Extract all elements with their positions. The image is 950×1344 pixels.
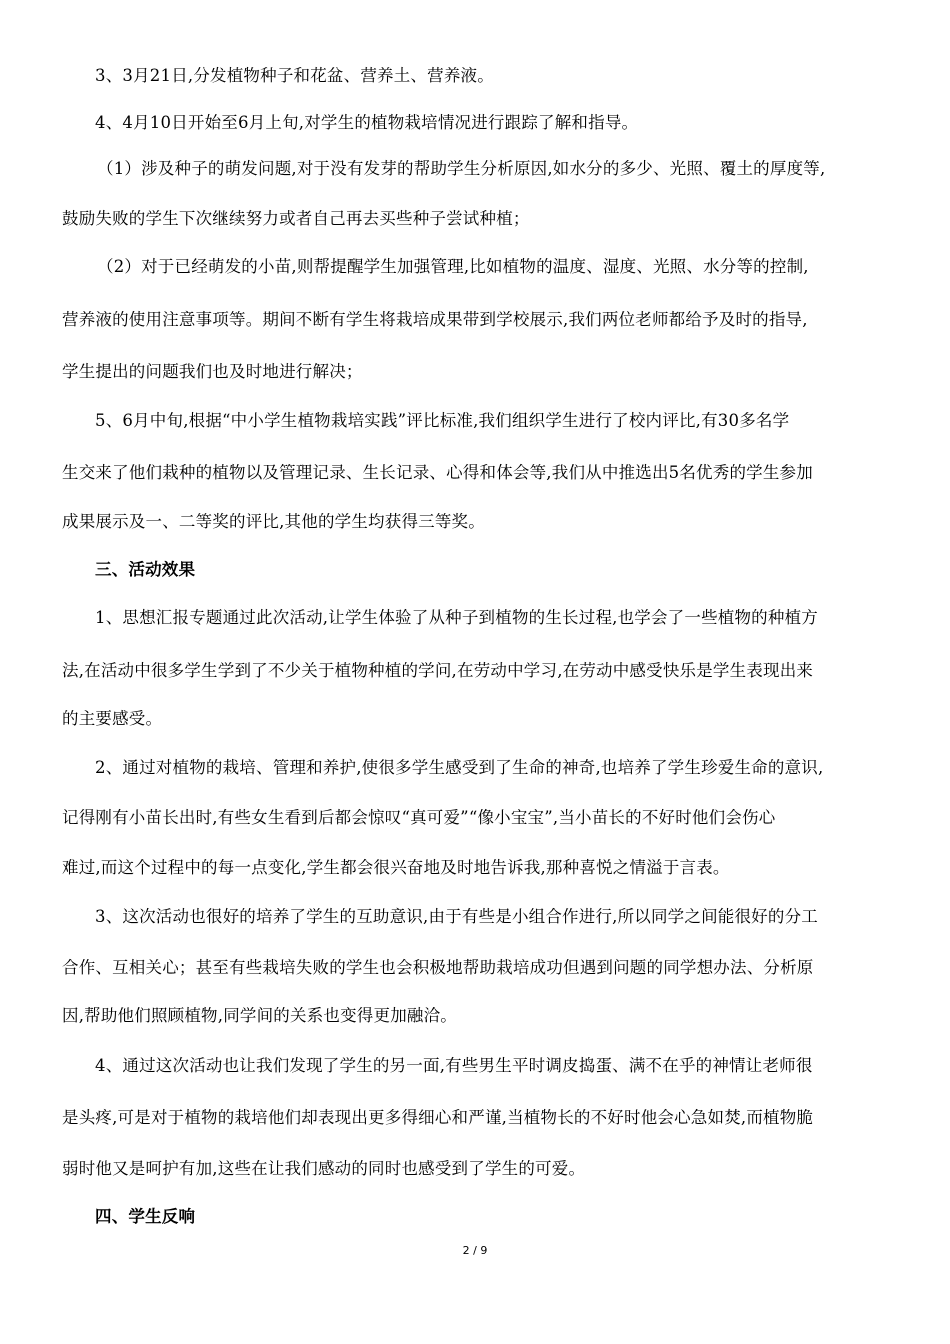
paragraph-line: 成果展示及一、二等奖的评比,其他的学生均获得三等奖。 xyxy=(62,512,485,531)
paragraph-line: 法,在活动中很多学生学到了不少关于植物种植的学问,在劳动中学习,在劳动中感受快乐是学生表现出来 xyxy=(62,661,814,680)
paragraph-line: 弱时他又是呵护有加,这些在让我们感动的同时也感受到了学生的可爱。 xyxy=(62,1159,586,1178)
paragraph-line: 生交来了他们栽种的植物以及管理记录、生长记录、心得和体会等,我们从中推选出5名优秀的学生参加 xyxy=(62,463,813,482)
paragraph-line: 鼓励失败的学生下次继续努力或者自己再去买些种子尝试种植； xyxy=(62,209,530,228)
paragraph-line: 1、思想汇报专题通过此次活动,让学生体验了从种子到植物的生长过程,也学会了一些植物的种植方 xyxy=(95,608,818,627)
paragraph-line: （2）对于已经萌发的小苗,则帮提醒学生加强管理,比如植物的温度、湿度、光照、水分等的控制, xyxy=(97,257,809,276)
paragraph-line: 2、通过对植物的栽培、管理和养护,使很多学生感受到了生命的神奇,也培养了学生珍爱生命的意识, xyxy=(95,758,824,777)
paragraph-line: 5、6月中旬,根据“中小学生植物栽培实践”评比标准,我们组织学生进行了校内评比,有30多名学 xyxy=(95,411,790,430)
paragraph-line: 学生提出的问题我们也及时地进行解决； xyxy=(62,362,363,381)
paragraph-line: （1）涉及种子的萌发问题,对于没有发芽的帮助学生分析原因,如水分的多少、光照、覆土的厚度等, xyxy=(97,159,826,178)
paragraph-line: 4、通过这次活动也让我们发现了学生的另一面,有些男生平时调皮捣蛋、满不在乎的神情让老师很 xyxy=(95,1056,813,1075)
paragraph-line: 3、这次活动也很好的培养了学生的互助意识,由于有些是小组合作进行,所以同学之间能很好的分工 xyxy=(95,907,818,926)
paragraph-line: 难过,而这个过程中的每一点变化,学生都会很兴奋地及时地告诉我,那种喜悦之情溢于言表。 xyxy=(62,858,730,877)
section-heading: 三、活动效果 xyxy=(95,560,196,579)
paragraph-line: 4、4月10日开始至6月上旬,对学生的植物栽培情况进行跟踪了解和指导。 xyxy=(95,113,639,132)
paragraph-line: 记得刚有小苗长出时,有些女生看到后都会惊叹“真可爱”“像小宝宝”,当小苗长的不好时他们会伤心 xyxy=(62,808,776,827)
paragraph-line: 是头疼,可是对于植物的栽培他们却表现出更多得细心和严谨,当植物长的不好时他会心急如焚,而植物脆 xyxy=(62,1108,814,1127)
paragraph-line: 合作、互相关心；甚至有些栽培失败的学生也会积极地帮助栽培成功但遇到问题的同学想办法、分析原 xyxy=(62,958,814,977)
paragraph-line: 3、3月21日,分发植物种子和花盆、营养土、营养液。 xyxy=(95,66,494,85)
paragraph-line: 营养液的使用注意事项等。期间不断有学生将栽培成果带到学校展示,我们两位老师都给予及时的指导, xyxy=(62,310,808,329)
paragraph-line: 的主要感受。 xyxy=(62,709,163,728)
section-heading: 四、学生反响 xyxy=(95,1207,196,1226)
paragraph-line: 因,帮助他们照顾植物,同学间的关系也变得更加融洽。 xyxy=(62,1006,457,1025)
page-number: 2 / 9 xyxy=(462,1244,488,1257)
